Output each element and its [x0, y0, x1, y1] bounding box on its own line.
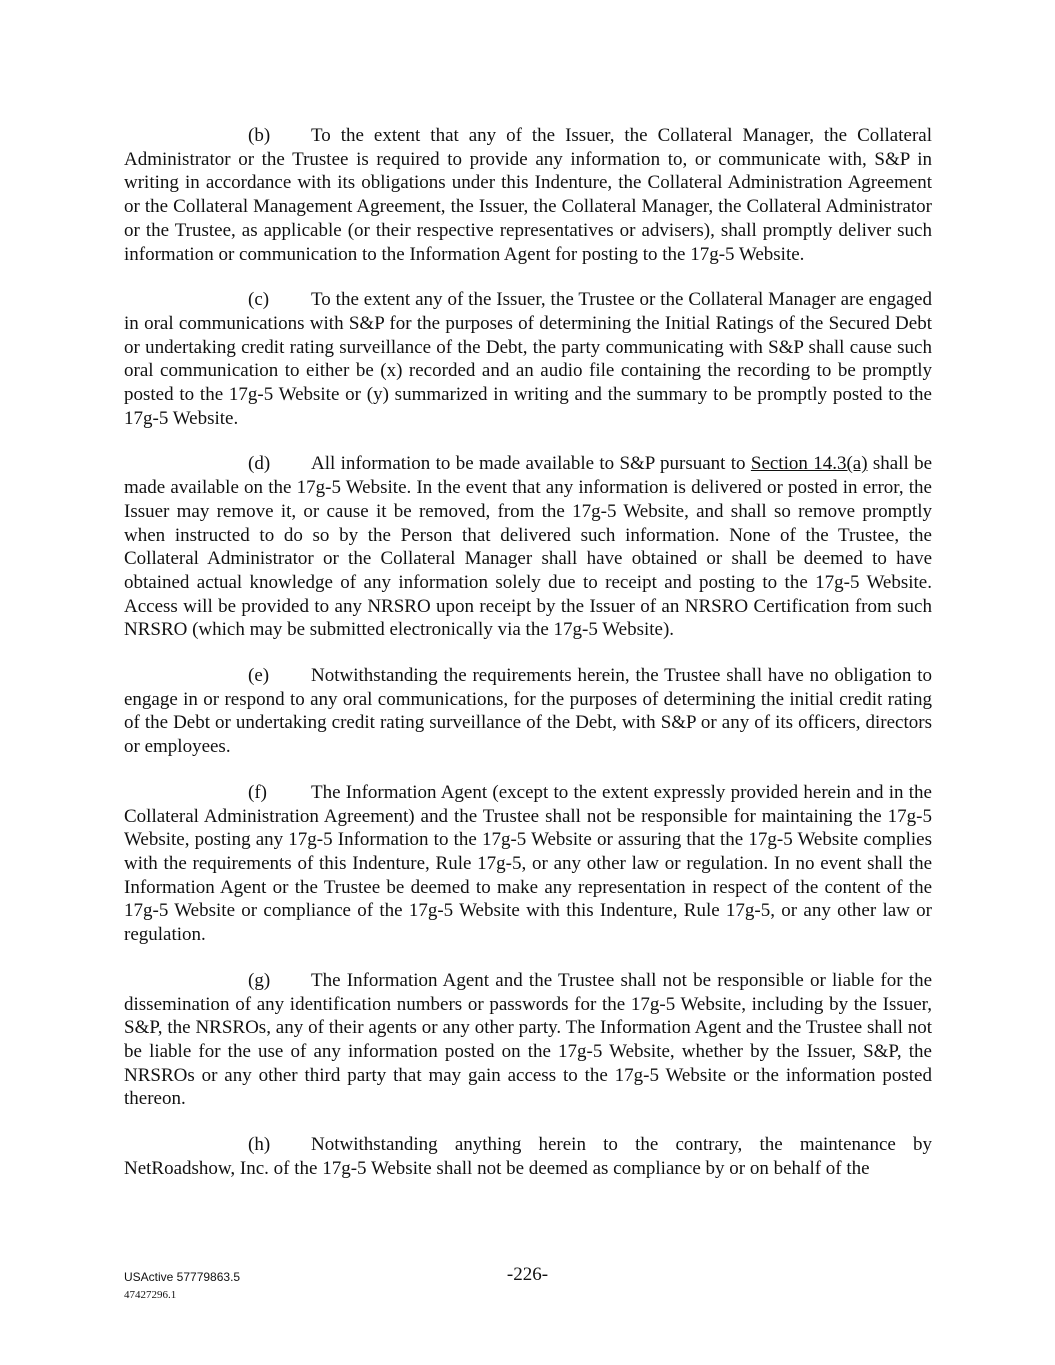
paragraph-h [124, 1133, 932, 1180]
paragraph-text: To the extent any of the Issuer, the Trustee or the Collateral Manager are engaged in oral communications with S&P for the purposes of determining the Initial Ratings of the Secured Debt or undertaking credit rating surveillance of the Debt, the party communicating with S&P shall cause such oral communication to either be (x) recorded and an audio file containing the recording to be promptly posted to the 17g-5 Website or (y) summarized in writing and the summary to be promptly posted to the 17g-5 Website. [124, 289, 932, 429]
paragraph-g [124, 969, 932, 1111]
paragraph-label: (b) [248, 125, 271, 146]
paragraph-label: (c) [248, 289, 270, 311]
section-reference-link[interactable]: Section 14.3(a) [750, 453, 868, 475]
paragraph-label: (g) [248, 969, 271, 991]
paragraph-b [124, 124, 932, 266]
paragraph-text: Notwithstanding anything herein to the contrary, the maintenance by NetRoadshow, Inc. of the 17g-5 Website shall not be deemed as compliance by or on behalf of the [124, 1134, 932, 1179]
doc-id-secondary: 47427296.1 [124, 1289, 177, 1301]
doc-id-primary: USActive 57779863.5 [124, 1270, 241, 1284]
paragraph-label: (d) [248, 453, 271, 475]
page-number: -226- [506, 1264, 549, 1285]
paragraph-text: All information to be made available to S&P pursuant to [311, 453, 751, 475]
paragraph-text-continued: shall be made available on the 17g-5 Website. In the event that any information is delivered or posted in error, the Issuer may remove it, or cause it be removed, from the 17g-5 Website, and shall so remove promptly when instructed to do so by the Person that delivered such information. None of the Trustee, the Collateral Administrator or the Collateral Manager shall have obtained or shall be deemed to have obtained actual knowledge of any information solely due to receipt and posting to the 17g-5 Website. Access will be provided to any NRSRO upon receipt by the Issuer of an NRSRO Certification from such NRSRO (which may be submitted electronically via the 17g-5 Website). [124, 453, 933, 641]
document-body [124, 124, 932, 1202]
paragraph-text: The Information Agent (except to the extent expressly provided herein and in the Collateral Administration Agreement) and the Trustee shall not be responsible for maintaining the 17g-5 Website, posting any 17g-5 Information to the 17g-5 Website or assuring that the 17g-5 Website complies with the requirements of this Indenture, Rule 17g-5, or any other law or regulation. In no event shall the Information Agent or the Trustee be deemed to make any representation in respect of the content of the 17g-5 Website or compliance of the 17g-5 Website with this Indenture, Rule 17g-5, or any other law or regulation. [124, 781, 932, 946]
paragraph-text: The Information Agent and the Trustee shall not be responsible or liable for the dissemination of any identification numbers or passwords for the 17g-5 Website, including by the Issuer, S&P, the NRSROs, any of their agents or any other party. The Information Agent and the Trustee shall not be liable for the use of any information posted on the 17g-5 Website, whether by the Issuer, S&P, the NRSROs or any other third party that may gain access to the 17g-5 Website or the information posted thereon. [124, 969, 932, 1110]
paragraph-d [124, 452, 932, 642]
paragraph-f [124, 781, 932, 947]
paragraph-label: (f) [248, 781, 267, 803]
paragraph-text: Notwithstanding the requirements herein, the Trustee shall have no obligation to engage in or respond to any oral communications, for the purposes of determining the initial credit rating of the Debt or undertaking credit rating surveillance of the Debt, with S&P or any of its officers, directors or employees. [124, 665, 932, 758]
paragraph-label: (e) [248, 665, 270, 687]
paragraph-label: (h) [248, 1134, 271, 1156]
paragraph-e [124, 664, 932, 759]
paragraph-text: To the extent that any of the Issuer, the Collateral Manager, the Collateral Administrator or the Trustee is required to provide any information to, or communicate with, S&P in writing in accordance with its obligations under this Indenture, the Collateral Administration Agreement or the Collateral Management Agreement, the Issuer, the Collateral Manager, the Collateral Administrator or the Trustee, as applicable (or their respective representatives or advisers), shall promptly deliver such information or communication to the Information Agent for posting to the 17g-5 Website. [124, 125, 932, 265]
paragraph-c [124, 288, 932, 430]
